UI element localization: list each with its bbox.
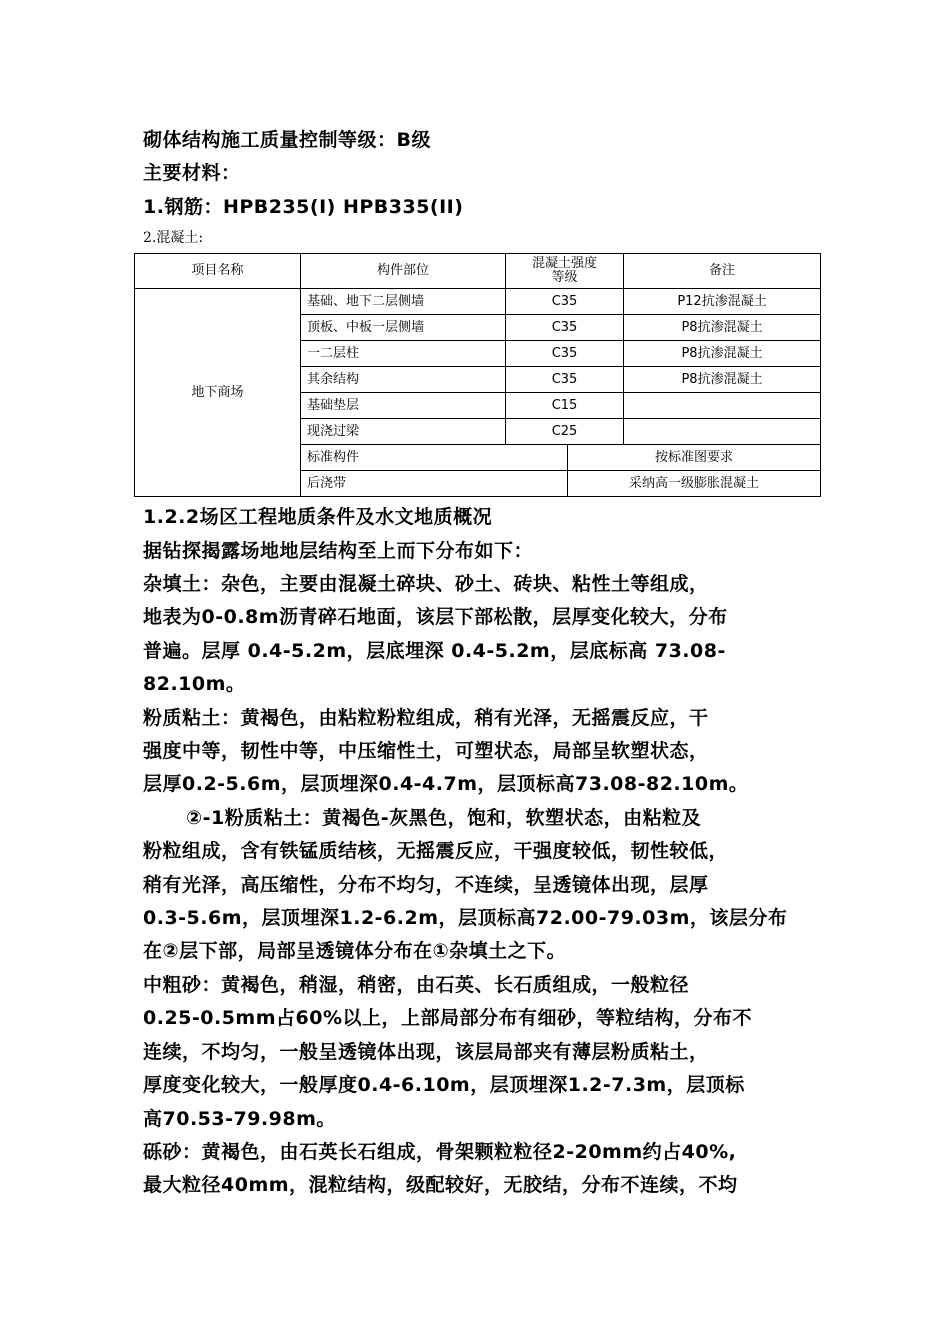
part-cell: 后浇带 [301,471,568,497]
body-line: 高70.53-79.98m。 [143,1108,336,1130]
grade-cell: C15 [506,393,624,419]
body-line: 稍有光泽，高压缩性，分布不均匀，不连续，呈透镜体出现，层厚 [143,874,709,896]
body-line: 砾砂：黄褐色，由石英长石组成，骨架颗粒粒径2-20mm约占40%, [143,1141,737,1163]
body-line: 中粗砂：黄褐色，稍湿，稍密，由石英、长石质组成，一般粒径 [143,974,690,996]
body-line: 厚度变化较大，一般厚度0.4-6.10m，层顶埋深1.2-7.3m，层顶标 [143,1074,745,1096]
part-cell: 顶板、中板一层侧墙 [301,315,506,341]
part-cell: 一二层柱 [301,341,506,367]
body-line: 0.25-0.5mm占60%以上，上部局部分布有细砂，等粒结构，分布不 [143,1007,752,1029]
note-cell: P8抗渗混凝土 [624,315,821,341]
quality-level-heading: 砌体结构施工质量控制等级：B级 [143,129,431,151]
note-cell: P12抗渗混凝土 [624,289,821,315]
header-remarks: 备注 [624,254,821,289]
rebar-line: 1.钢筋：HPB235(Ⅰ) HPB335(ⅠⅠ) [143,196,464,218]
header-component-part: 构件部位 [301,254,506,289]
body-line: 地表为0-0.8m沥青碎石地面，该层下部松散，层厚变化较大，分布 [143,606,728,628]
header-project-name: 项目名称 [135,254,301,289]
grade-cell: C35 [506,315,624,341]
body-line: 在②层下部，局部呈透镜体分布在①杂填土之下。 [143,940,567,962]
body-line: 杂填土：杂色，主要由混凝土碎块、砂土、砖块、粘性土等组成， [143,573,709,595]
table-header-row [135,254,821,289]
grade-cell: C35 [506,367,624,393]
body-line: 粉粒组成，含有铁锰质结核，无摇震反应，干强度较低，韧性较低， [143,840,729,862]
note-cell [624,419,821,445]
note-cell: 采纳高一级膨胀混凝土 [568,471,821,497]
note-cell [624,393,821,419]
body-line: 层厚0.2-5.6m，层顶埋深0.4-4.7m，层顶标高73.08-82.10m。 [143,773,749,795]
header-concrete-grade: 混凝土强度 等级 [506,254,624,289]
body-line: 据钻探揭露场地地层结构至上而下分布如下： [143,540,534,562]
part-cell: 基础垫层 [301,393,506,419]
body-line: 普遍。层厚 0.4-5.2m，层底埋深 0.4-5.2m，层底标高 73.08- [143,640,726,662]
grade-cell: C35 [506,341,624,367]
note-cell: P8抗渗混凝土 [624,367,821,393]
part-cell: 现浇过梁 [301,419,506,445]
body-line: 粉质粘土：黄褐色，由粘粒粉粒组成，稍有光泽，无摇震反应，干 [143,707,709,729]
section-title: 1.2.2场区工程地质条件及水文地质概况 [143,506,493,528]
note-cell: P8抗渗混凝土 [624,341,821,367]
part-cell: 其余结构 [301,367,506,393]
main-materials-heading: 主要材料： [143,162,241,184]
group-name-cell: 地下商场 [135,289,301,497]
body-line: ②-1粉质粘土：黄褐色-灰黑色，饱和，软塑状态，由粘粒及 [186,807,702,829]
concrete-subheading: 2.混凝土: [143,230,204,246]
part-cell: 基础、地下二层侧墙 [301,289,506,315]
body-line: 82.10m。 [143,673,246,695]
note-cell: 按标准图要求 [568,445,821,471]
grade-cell: C35 [506,289,624,315]
table-row [135,289,821,315]
part-cell: 标准构件 [301,445,568,471]
body-line: 连续，不均匀，一般呈透镜体出现，该层局部夹有薄层粉质粘土， [143,1041,709,1063]
grade-cell: C25 [506,419,624,445]
body-line: 0.3-5.6m，层顶埋深1.2-6.2m，层顶标高72.00-79.03m，该层分布 [143,907,788,929]
concrete-spec-table [134,253,821,497]
body-line: 最大粒径40mm，混粒结构，级配较好，无胶结，分布不连续，不均 [143,1174,738,1196]
body-line: 强度中等，韧性中等，中压缩性土，可塑状态，局部呈软塑状态， [143,740,709,762]
